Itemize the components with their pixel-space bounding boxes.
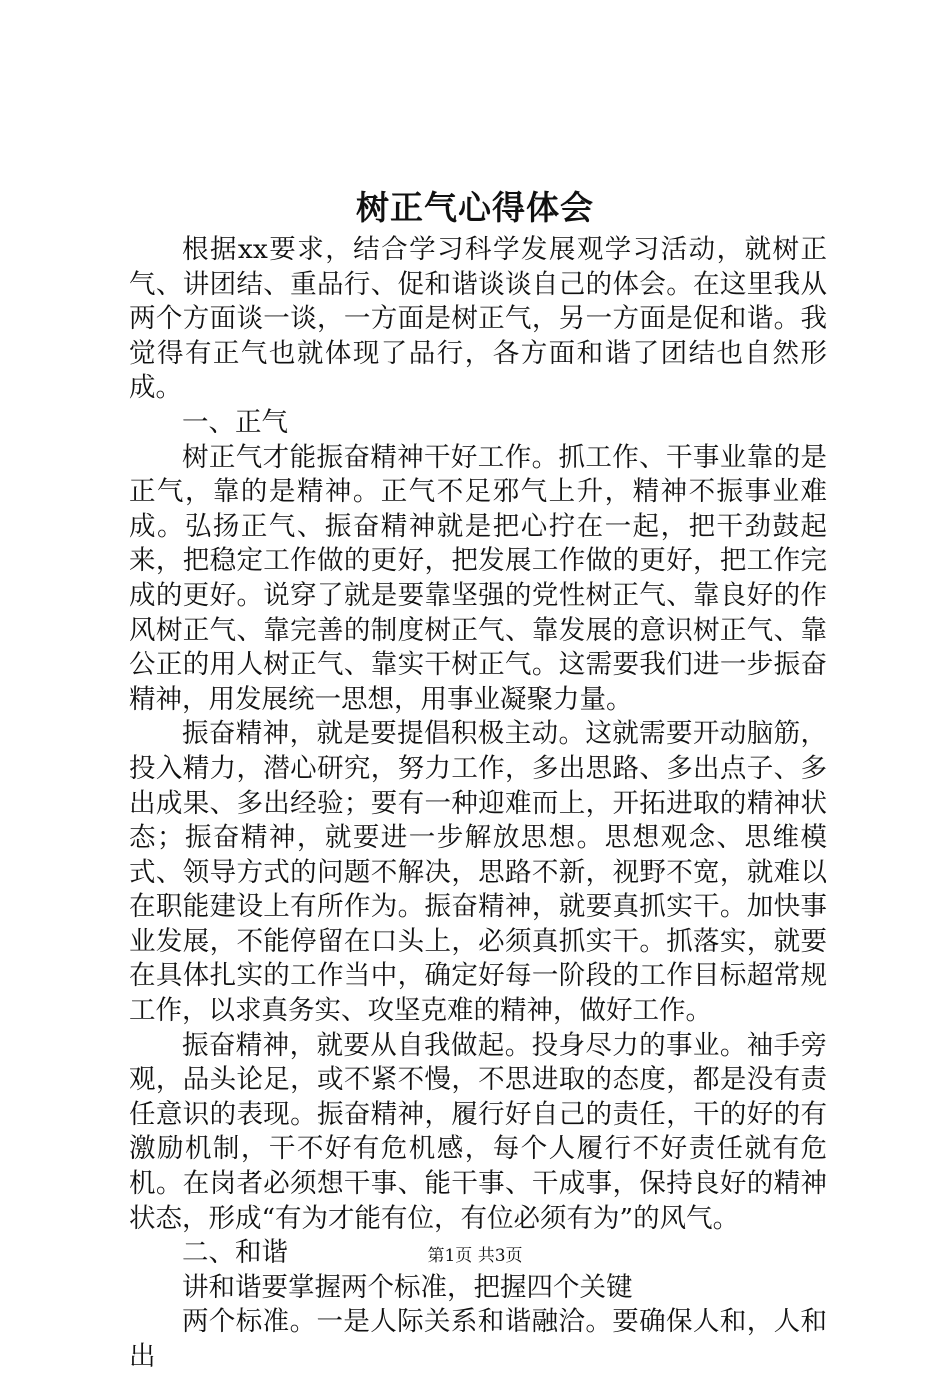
paragraph: 振奋精神，就是要提倡积极主动。这就需要开动脑筋，投入精力，潜心研究，努力工作，多出思路、多出点子、多出成果、多出经验；要有一种迎难而上，开拓进取的精神状态；振奋精神，就要进一步解放思想。思想观念、思维模式、领导方式的问题不解决，思路不新，视野不宽，就难以在职能建设上有所作为。振奋精神，就要真抓实干。加快事业发展，不能停留在口头上，必须真抓实干。抓落实，就要在具体扎实的工作当中，确定好每一阶段的工作目标超常规工作，以求真务实、攻坚克难的精神，做好工作。 bbox=[129, 718, 827, 1027]
paragraph: 讲和谐要掌握两个标准，把握四个关键 bbox=[182, 1271, 633, 1303]
paragraph: 树正气才能振奋精神干好工作。抓工作、干事业靠的是正气，靠的是精神。正气不足邪气上升，精神不振事业难成。弘扬正气、振奋精神就是把心拧在一起，把干劲鼓起来，把稳定工作做的更好，把发展工作做的更好，把工作完成的更好。说穿了就是要靠坚强的党性树正气、靠良好的作风树正气、靠完善的制度树正气、靠发展的意识树正气、靠公正的用人树正气、靠实干树正气。这需要我们进一步振奋精神，用发展统一思想，用事业凝聚力量。 bbox=[129, 441, 827, 715]
document-body bbox=[129, 233, 827, 1375]
section-heading: 二、和谐 bbox=[182, 1237, 288, 1269]
paragraph: 两个标准。一是人际关系和谐融洽。要确保人和，人和出 bbox=[129, 1306, 827, 1372]
document-title: 树正气心得体会 bbox=[356, 188, 594, 227]
page-footer: 第1页 共3页 bbox=[427, 1246, 523, 1266]
paragraph: 振奋精神，就要从自我做起。投身尽力的事业。袖手旁观，品头论足，或不紧不慢，不思进取的态度，都是没有责任意识的表现。振奋精神，履行好自己的责任，干的好的有激励机制，干不好有危机感，每个人履行不好责任就有危机。在岗者必须想干事、能干事、干成事，保持良好的精神状态，形成“有为才能有位，有位必须有为”的风气。 bbox=[129, 1029, 827, 1234]
section-heading: 一、正气 bbox=[182, 406, 288, 438]
paragraph: 根据xx要求，结合学习科学发展观学习活动，就树正气、讲团结、重品行、促和谐谈谈自己的体会。在这里我从两个方面谈一谈，一方面是树正气，另一方面是促和谐。我觉得有正气也就体现了品行，各方面和谐了团结也自然形成。 bbox=[129, 234, 827, 404]
